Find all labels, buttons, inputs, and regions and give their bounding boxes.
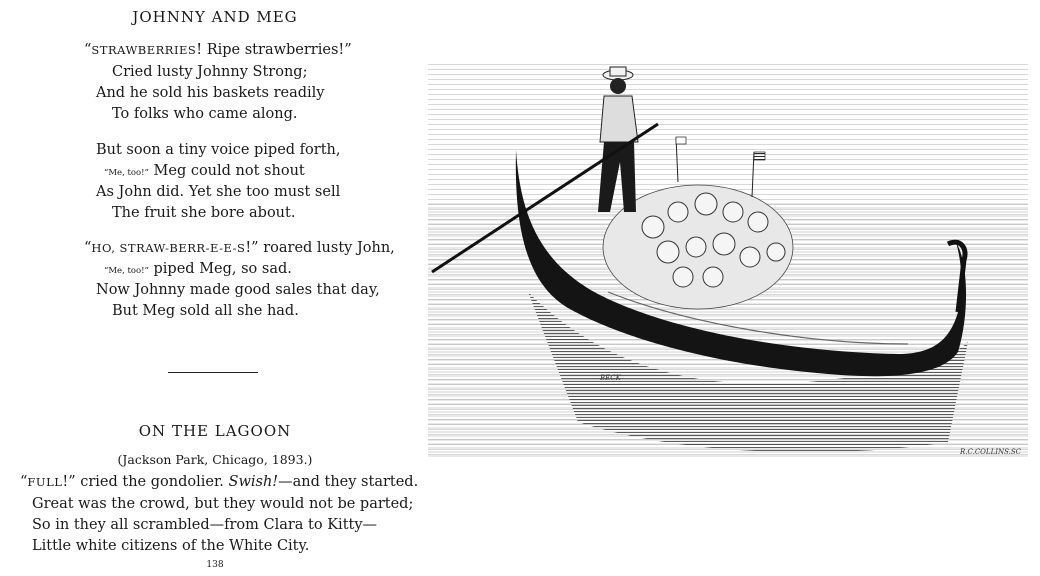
artist-signature: BECK bbox=[600, 374, 621, 382]
engraver-signature: R.C.COLLINS.SC bbox=[960, 448, 1022, 456]
lagoon-line2: Great was the crowd, but they would not be parted; bbox=[32, 496, 414, 512]
text-column bbox=[0, 0, 420, 576]
stanza3-line1: “HO, STRAW-BERR-E-E-S!” roared lusty John, bbox=[84, 240, 395, 256]
stanza1-line4: To folks who came along. bbox=[112, 106, 298, 122]
stanza1-line2: Cried lusty Johnny Strong; bbox=[112, 64, 308, 80]
stanza3-line2: “Me, too!” piped Meg, so sad. bbox=[104, 261, 292, 277]
stanza1-line3: And he sold his baskets readily bbox=[96, 85, 325, 101]
stanza3-line4: But Meg sold all she had. bbox=[112, 303, 299, 319]
stanza1-line1: “STRAWBERRIES! Ripe strawberries!” bbox=[84, 42, 352, 58]
stanza2-line2: “Me, too!” Meg could not shout bbox=[104, 163, 305, 179]
poem-subtitle: (Jackson Park, Chicago, 1893.) bbox=[117, 452, 313, 467]
poem-title-johnny-and-meg: JOHNNY AND MEG bbox=[132, 8, 298, 26]
stanza2-line1: But soon a tiny voice piped forth, bbox=[96, 142, 341, 158]
section-divider bbox=[168, 372, 258, 373]
lagoon-line4: Little white citizens of the White City. bbox=[32, 538, 310, 554]
lagoon-line3: So in they all scrambled—from Clara to Kitty— bbox=[32, 517, 378, 533]
gondola-engraving bbox=[428, 62, 1028, 458]
poem-title-on-the-lagoon: ON THE LAGOON bbox=[138, 422, 292, 440]
gondola-illustration bbox=[428, 62, 1028, 458]
stanza2-line3: As John did. Yet she too must sell bbox=[96, 184, 341, 200]
lagoon-line1: “FULL!” cried the gondolier. Swish!—and they started. bbox=[20, 474, 419, 490]
page-number: 138 bbox=[206, 560, 224, 570]
stanza3-line3: Now Johnny made good sales that day, bbox=[96, 282, 380, 298]
stanza2-line4: The fruit she bore about. bbox=[112, 205, 296, 221]
